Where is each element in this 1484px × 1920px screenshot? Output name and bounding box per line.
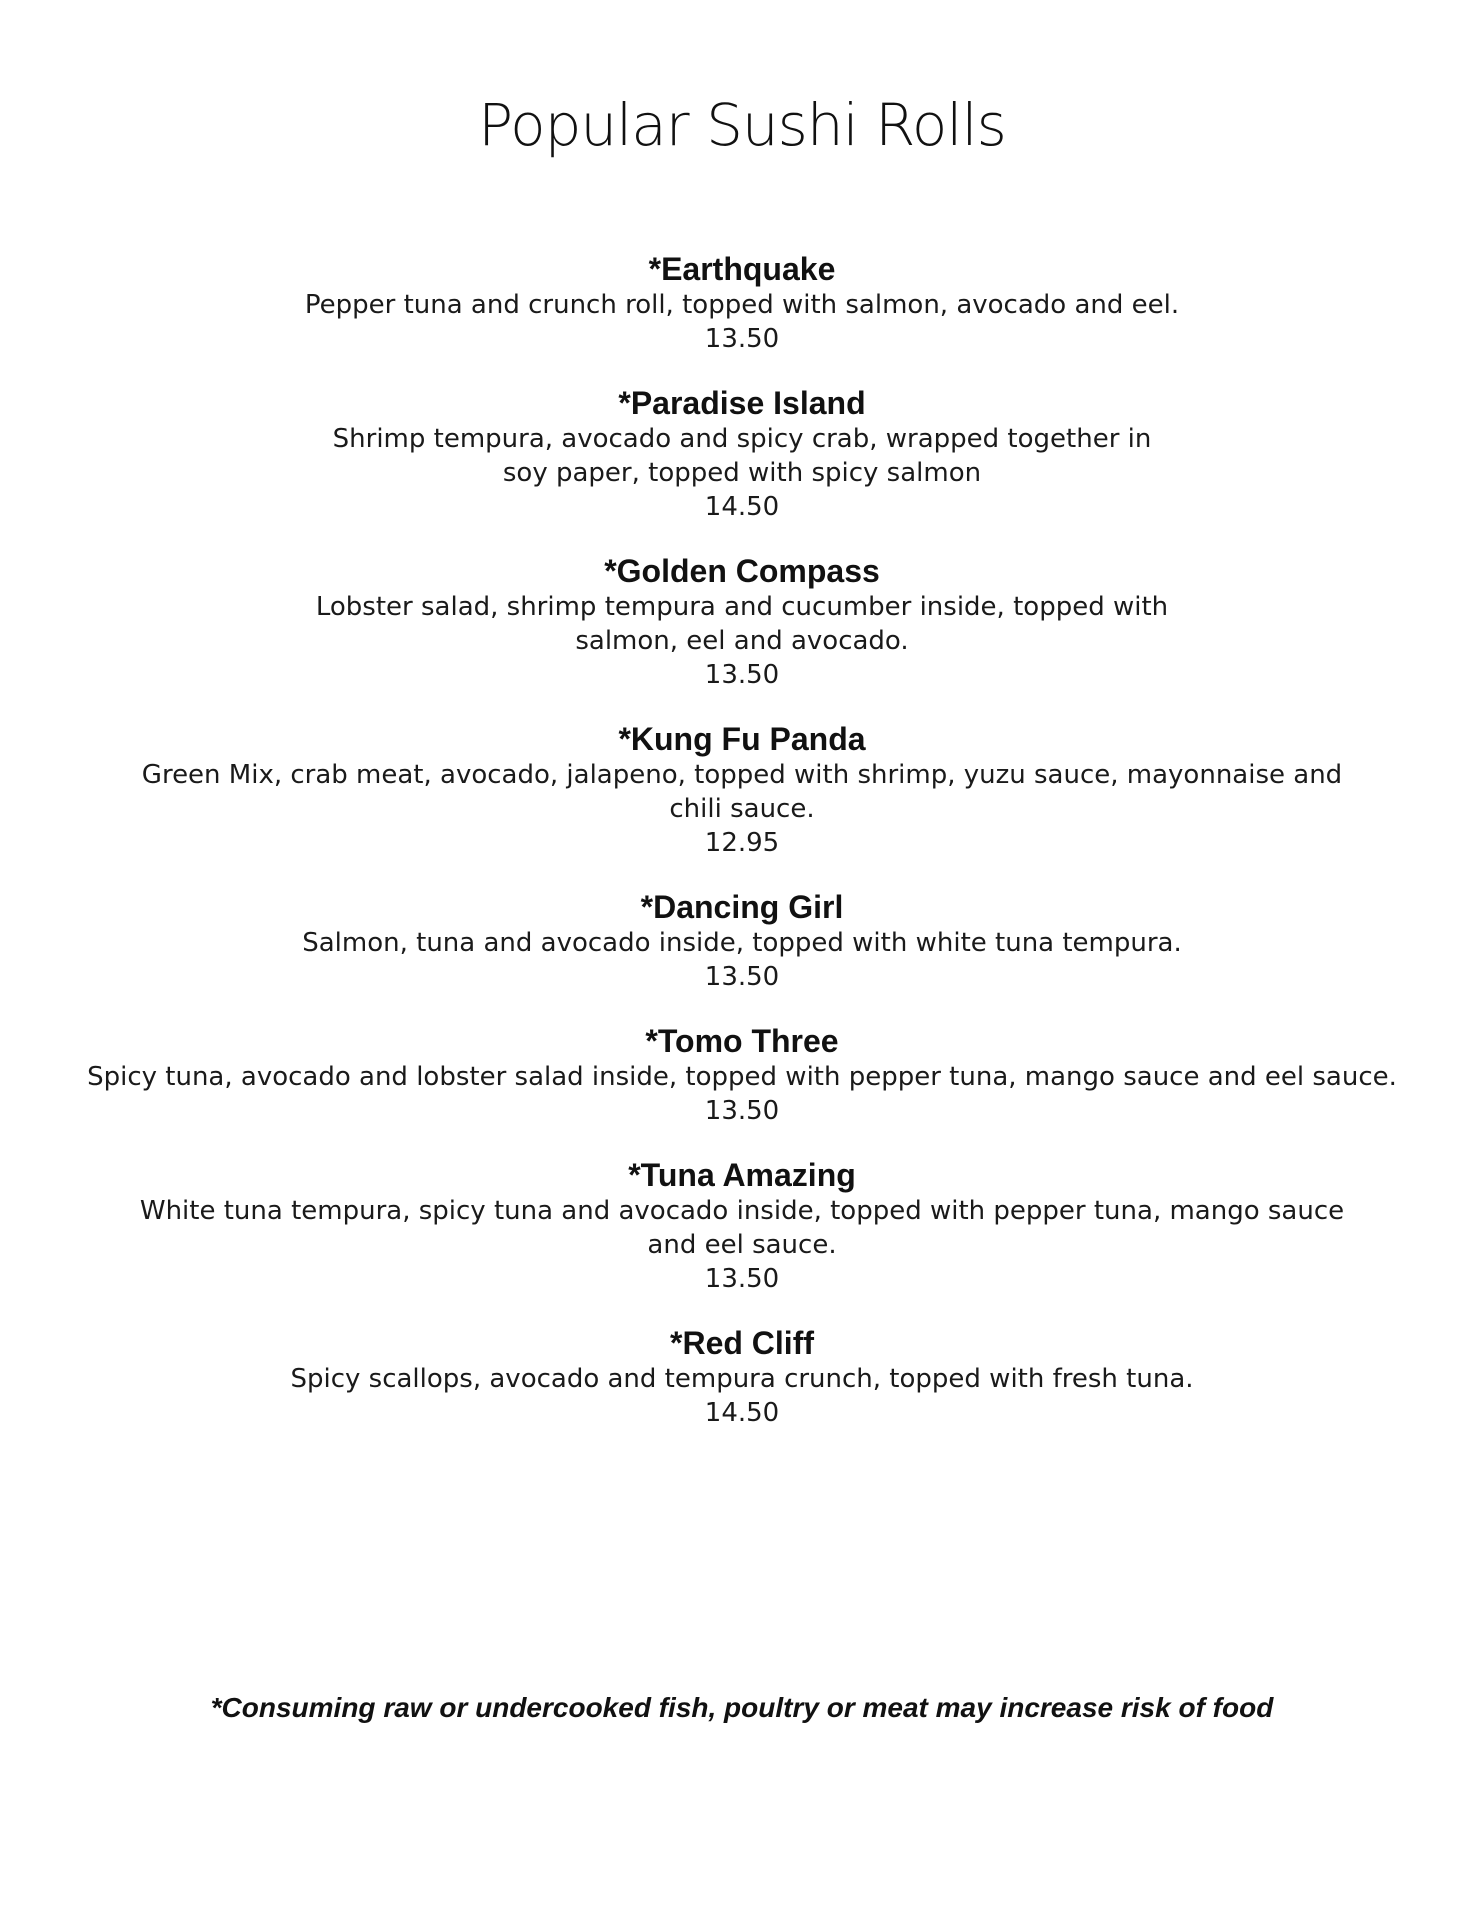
- item-price: 13.50: [704, 324, 780, 354]
- menu-item: [0, 720, 1484, 860]
- item-description-line: Green Mix, crab meat, avocado, jalapeno, topped with shrimp, yuzu sauce, mayonnaise and: [141, 760, 1343, 790]
- item-price: 12.95: [704, 828, 780, 858]
- item-name: *Dancing Girl: [640, 889, 844, 925]
- menu-item: [0, 552, 1484, 692]
- item-description-line: White tuna tempura, spicy tuna and avocado inside, topped with pepper tuna, mango sauce: [139, 1196, 1345, 1226]
- item-price: 13.50: [704, 962, 780, 992]
- item-description-line: Spicy scallops, avocado and tempura crunch, topped with fresh tuna.: [290, 1364, 1194, 1394]
- item-description-line: chili sauce.: [669, 794, 815, 824]
- item-price: 13.50: [704, 660, 780, 690]
- item-price: 13.50: [704, 1096, 780, 1126]
- item-description-line: salmon, eel and avocado.: [575, 626, 909, 656]
- item-description-line: Spicy tuna, avocado and lobster salad inside, topped with pepper tuna, mango sauce and eel sauce.: [87, 1062, 1397, 1092]
- item-name: *Paradise Island: [618, 385, 866, 421]
- menu-item: [0, 384, 1484, 524]
- item-description-line: Lobster salad, shrimp tempura and cucumber inside, topped with: [315, 592, 1169, 622]
- item-price: 14.50: [704, 492, 780, 522]
- menu-item: [0, 1156, 1484, 1296]
- item-name: *Tomo Three: [645, 1023, 839, 1059]
- food-safety-disclaimer: *Consuming raw or undercooked fish, poultry or meat may increase risk of food: [210, 1692, 1274, 1723]
- item-name: *Red Cliff: [670, 1325, 814, 1361]
- menu-item: [0, 888, 1484, 994]
- item-name: *Tuna Amazing: [628, 1157, 856, 1193]
- menu-item: [0, 1324, 1484, 1430]
- item-name: *Earthquake: [648, 251, 836, 287]
- item-description-line: and eel sauce.: [647, 1230, 837, 1260]
- item-price: 13.50: [704, 1264, 780, 1294]
- item-description-line: Salmon, tuna and avocado inside, topped with white tuna tempura.: [302, 928, 1182, 958]
- item-description-line: Pepper tuna and crunch roll, topped with salmon, avocado and eel.: [304, 290, 1180, 320]
- menu-item: [0, 1022, 1484, 1128]
- menu-list: [0, 250, 1484, 1458]
- item-price: 14.50: [704, 1398, 780, 1428]
- page-title: Popular Sushi Rolls: [478, 91, 1006, 159]
- item-description-line: soy paper, topped with spicy salmon: [502, 458, 982, 488]
- item-name: *Kung Fu Panda: [618, 721, 866, 757]
- item-name: *Golden Compass: [604, 553, 880, 589]
- item-description-line: Shrimp tempura, avocado and spicy crab, wrapped together in: [332, 424, 1152, 454]
- menu-item: [0, 250, 1484, 356]
